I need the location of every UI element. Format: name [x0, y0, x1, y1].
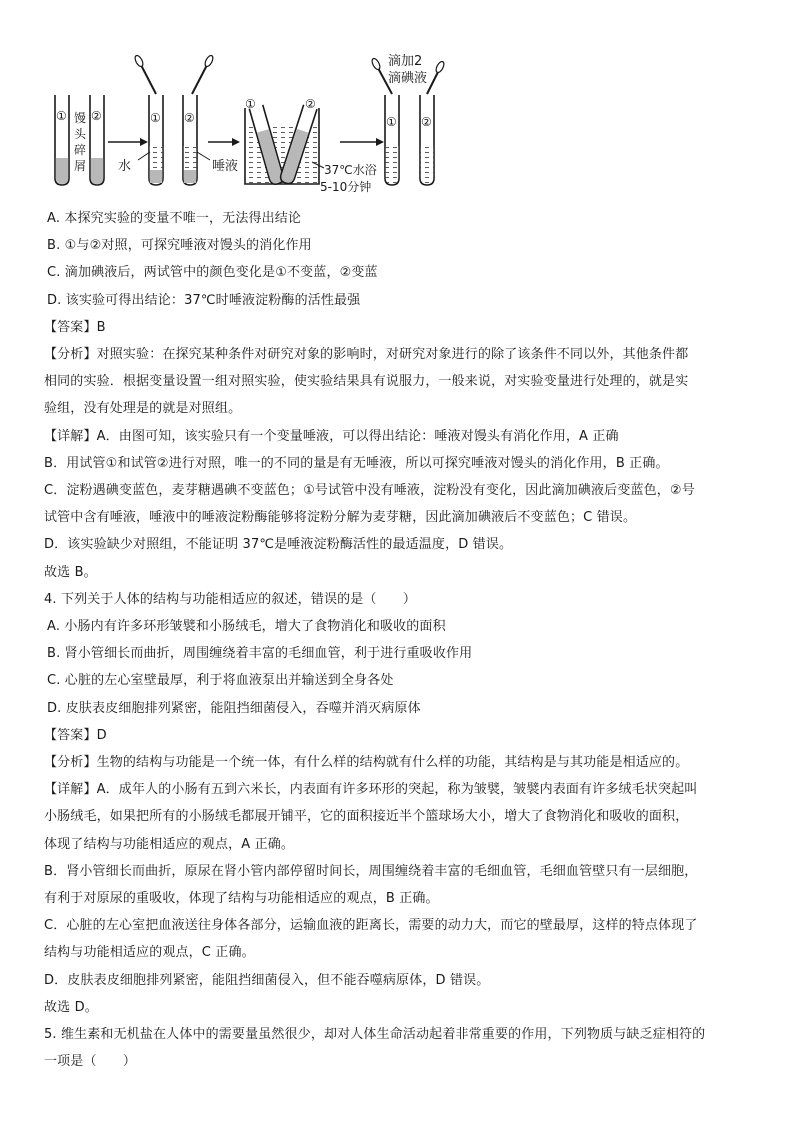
q4-detail-d: D．皮肤表皮细胞排列紧密，能阻挡细菌侵入，但不能吞噬病原体，D 错误。	[44, 972, 490, 988]
q4-stem: 4. 下列关于人体的结构与功能相适应的叙述，错误的是（ ）	[44, 591, 417, 607]
q4-detail-a-line-2: 小肠绒毛，如果把所有的小肠绒毛都展开铺平，它的面积接近半个篮球场大小，增大了食物消化和吸收的面积，	[44, 809, 689, 825]
q3-detail-a: 【详解】A．由图可知，该实验只有一个变量唾液，可以得出结论：唾液对馒头有消化作用，A 正确	[44, 428, 619, 444]
q3-detail-c-line-2: 试管中含有唾液，唾液中的唾液淀粉酶能够将淀粉分解为麦芽糖，因此滴加碘液后不变蓝色；C 错误。	[44, 510, 637, 526]
q3-option-a: A. 本探究实验的变量不唯一，无法得出结论	[47, 211, 302, 226]
tube-1-label: ①	[56, 109, 67, 123]
mantou-char-4: 屑	[74, 159, 87, 173]
q3-option-b: B. ①与②对照，可探究唾液对馒头的消化作用	[47, 238, 312, 254]
tube-1-label-c: ①	[245, 97, 256, 111]
q5-stem-line-1: 5. 维生素和无机盐在人体中的需要量虽然很少，却对人体生命活动起着非常重要的作用，下列物质与缺乏症相符的	[44, 1027, 706, 1043]
q4-detail-c-line-2: 结构与功能相适应的观点，C 正确。	[44, 945, 255, 961]
q3-option-c: C. 滴加碘液后，两试管中的颜色变化是①不变蓝，②变蓝	[47, 265, 378, 281]
q3-analysis-line-2: 相同的实验．根据变量设置一组对照实验，使实验结果具有说服力，一般来说，对实验变量进行处理的，就是实	[44, 374, 689, 390]
mantou-char-3: 碎	[74, 143, 87, 157]
experiment-diagram	[40, 50, 500, 200]
q3-analysis-line-3: 验组，没有处理是的就是对照组。	[44, 401, 242, 417]
mantou-char-2: 头	[74, 127, 87, 141]
tube-2-label-c: ②	[305, 97, 316, 111]
arrow-2	[208, 138, 240, 146]
saliva-callout	[197, 152, 238, 174]
water-bath-beaker	[245, 105, 319, 186]
tube-2-label-b: ②	[184, 111, 195, 125]
q4-option-c: C. 心脏的左心室壁最厚，利于将血液泵出并输送到全身各处	[47, 673, 394, 689]
q3-analysis-line-1: 【分析】对照实验：在探究某种条件对研究对象的影响时，对研究对象进行的除了该条件不同以外，其他条件都	[44, 347, 689, 363]
tube-1-label-b: ①	[150, 111, 161, 125]
q3-option-d: D. 该实验可得出结论：37℃时唾液淀粉酶的活性最强	[47, 292, 361, 308]
tube-pair-dropper	[134, 54, 215, 185]
q4-detail-b-line-1: B．肾小管细长而曲折，原尿在肾小管内部停留时间长，周围缠绕着丰富的毛细血管，毛细血管壁只有一层细胞，	[44, 863, 698, 879]
q4-answer: 【答案】D	[44, 727, 107, 743]
q3-detail-d: D．该实验缺少对照组，不能证明 37℃是唾液淀粉酶活性的最适温度，D 错误。	[44, 537, 513, 553]
mantou-label-group	[74, 110, 87, 173]
q4-choose: 故选 D。	[44, 999, 98, 1015]
q3-answer: 【答案】B	[44, 319, 106, 335]
q3-detail-c-line-1: C．淀粉遇碘变蓝色，麦芽糖遇碘不变蓝色；①号试管中没有唾液，淀粉没有变化，因此滴加碘液后变蓝色，②号	[44, 483, 695, 499]
q5-stem-line-2: 一项是（ ）	[44, 1054, 137, 1070]
water-callout	[118, 152, 150, 174]
iodine-label-line-2: 滴碘液	[388, 71, 428, 86]
arrow-1	[108, 138, 148, 146]
tube-1-label-d: ①	[386, 115, 397, 129]
bath-callout	[312, 162, 377, 194]
q4-option-a: A. 小肠内有许多环形皱襞和小肠绒毛，增大了食物消化和吸收的面积	[47, 619, 446, 635]
time-label: 5-10分钟	[320, 180, 372, 194]
q3-choose: 故选 B。	[44, 564, 97, 580]
q4-detail-a-line-1: 【详解】A．成年人的小肠有五到六米长，内表面有许多环形的突起，称为皱襞，皱襞内表面有许多绒毛状突起叫	[44, 782, 698, 798]
experiment-figure	[40, 50, 500, 200]
tube-2-label: ②	[91, 109, 102, 123]
water-label: 水	[118, 159, 132, 174]
q4-detail-b-line-2: 有利于对原尿的重吸收，体现了结构与功能相适应的观点，B 正确。	[44, 891, 439, 907]
saliva-label: 唾液	[212, 159, 239, 174]
bath-label: 37℃水浴	[324, 163, 377, 177]
q4-option-d: D. 皮肤表皮细胞排列紧密，能阻挡细菌侵入，吞噬并消灭病原体	[47, 700, 421, 716]
tube-2-label-d: ②	[421, 115, 432, 129]
q4-analysis: 【分析】生物的结构与功能是一个统一体，有什么样的结构就有什么样的功能，其结构是与其功能是相适应的。	[44, 755, 689, 771]
iodine-label-line-1: 滴加2	[388, 54, 423, 69]
q4-option-b: B. 肾小管细长而曲折，周围缠绕着丰富的毛细血管，利于进行重吸收作用	[47, 646, 473, 662]
q4-detail-a-line-3: 体现了结构与功能相适应的观点，A 正确。	[44, 836, 295, 852]
mantou-char-1: 馒	[74, 111, 87, 125]
question-text-block	[44, 205, 760, 1076]
q4-detail-c-line-1: C．心脏的左心室把血液送往身体各部分，运输血液的距离长，需要的动力大，而它的壁最厚，这样的特点体现了	[44, 918, 698, 934]
q3-detail-b: B．用试管①和试管②进行对照，唯一的不同的量是有无唾液，所以可探究唾液对馒头的消化作用，B 正确。	[44, 455, 669, 471]
arrow-3	[340, 138, 384, 146]
